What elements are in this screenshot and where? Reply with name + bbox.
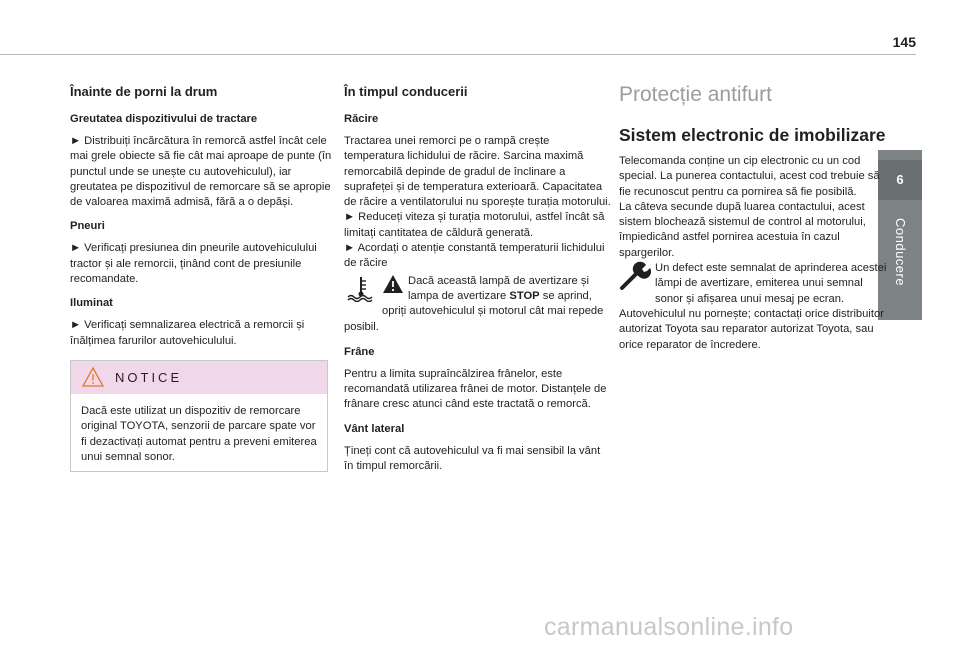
paragraph-immobiliser-chip: Telecomanda conține un cip electronic cu un cod special. La punerea contactului, acest cod trebuie să fie recunoscut pentru ca pornirea să fie posibilă.	[619, 155, 880, 198]
paragraph-reduce-speed: ► Reduceți viteza și turația motorului, astfel încât să limitați cantitatea de căldură generată.	[344, 211, 605, 239]
column-while-driving	[344, 78, 612, 483]
paragraph-cooling: Tractarea unei remorci pe o rampă crește temperatura lichidului de răcire. Sarcina maximă remorcabilă depinde de gradul de înclinare a suprafeței și de temperatura exterioară. Capacitatea de răcire a ventilatorului nu sporește turația motorului.	[344, 135, 611, 209]
notice-title: NOTICE	[115, 369, 183, 385]
paragraph-tyres: ► Verificați presiunea din pneurile autovehiculului tractor și ale remorcii, ținând cont de presiunile recomandate.	[70, 242, 317, 286]
coolant-warning-text-b: se aprind, opriți autovehiculul și motorul cât mai repede posibil.	[344, 289, 604, 333]
notice-text: Dacă este utilizat un dispozitiv de remorcare original TOYOTA, senzorii de parcare spate vor fi dezactivați automat pentru a preveni emiterea unui semnal sonor.	[81, 404, 317, 463]
section-title-anti-theft: Protecție antifurt	[619, 83, 772, 106]
paragraph-immobiliser-lock: La câteva secunde după luarea contactului, acest sistem blochează sistemul de control al motorului, împiedicând astfel pornirea acestuia în cazul spargerilor.	[619, 200, 866, 259]
immobiliser-fault-text: Un defect este semnalat de aprinderea acestei lămpi de avertizare, emiterea unui semnal sonor și afișarea unui mesaj pe ecran. Autovehiculul nu pornește; contactați orice distribuitor autorizat Toyota sau reparator autorizat Toyota, sau orice reparator de încredere.	[619, 262, 887, 351]
subsection-title-tyres: Pneuri	[70, 220, 105, 233]
section-title-while-driving: În timpul conducerii	[344, 84, 468, 99]
paragraph-crosswind: Țineți cont că autovehiculul va fi mai sensibil la vânt în timpul remorcării.	[344, 444, 601, 473]
page-number: 145	[892, 34, 916, 50]
column-before-driving	[70, 78, 338, 472]
header-rule	[0, 54, 916, 55]
subsection-title-lighting: Iluminat	[70, 297, 113, 310]
subsection-title-cooling: Răcire	[344, 113, 379, 125]
chapter-number: 6	[878, 160, 922, 200]
warning-triangle-icon	[382, 274, 404, 299]
coolant-temperature-icon	[344, 274, 378, 307]
subsection-title-crosswind: Vânt lateral	[344, 422, 405, 435]
paragraph-lighting: ► Verificați semnalizarea electrică a remorcii și înălțimea farurilor autovehiculului.	[70, 319, 305, 347]
watermark: carmanualsonline.info	[544, 613, 794, 641]
paragraph-towbar-weight: ► Distribuiți încărcătura în remorcă astfel încât cele mai grele obiecte să fie cât mai aproape de punte (în punctul unde se unește cu autovehiculul), iar greutatea pe dispozitivul de remorcare să se apropie de valoarea maximă admisă, fără a o depăși.	[70, 135, 332, 209]
notice-box	[70, 360, 328, 472]
warning-triangle-icon	[81, 366, 105, 388]
coolant-warning-text-a: Dacă această lampă de avertizare și lampa de avertizare	[408, 274, 589, 302]
notice-header	[71, 361, 327, 394]
section-title-before-driving: Înainte de porni la drum	[70, 84, 218, 99]
immobiliser-fault-paragraph	[619, 261, 887, 353]
subsection-title-immobiliser: Sistem electronic de imobilizare	[619, 125, 886, 145]
coolant-warning-paragraph	[344, 274, 612, 335]
column-anti-theft	[619, 78, 887, 353]
wrench-icon	[619, 261, 651, 296]
subsection-title-brakes: Frâne	[344, 345, 375, 358]
paragraph-watch-temperature: ► Acordați o atenție constantă temperaturii lichidului de răcire	[344, 242, 605, 270]
subsection-title-towbar-weight: Greutatea dispozitivului de tractare	[70, 113, 258, 125]
paragraph-brakes: Pentru a limita supraîncălzirea frânelor, este recomandată utilizarea frânei de motor. Distanțele de frânare cresc atunci când este tractată o remorcă.	[344, 367, 607, 411]
chapter-title: Conducere	[893, 218, 908, 287]
stop-label: STOP	[509, 289, 540, 302]
